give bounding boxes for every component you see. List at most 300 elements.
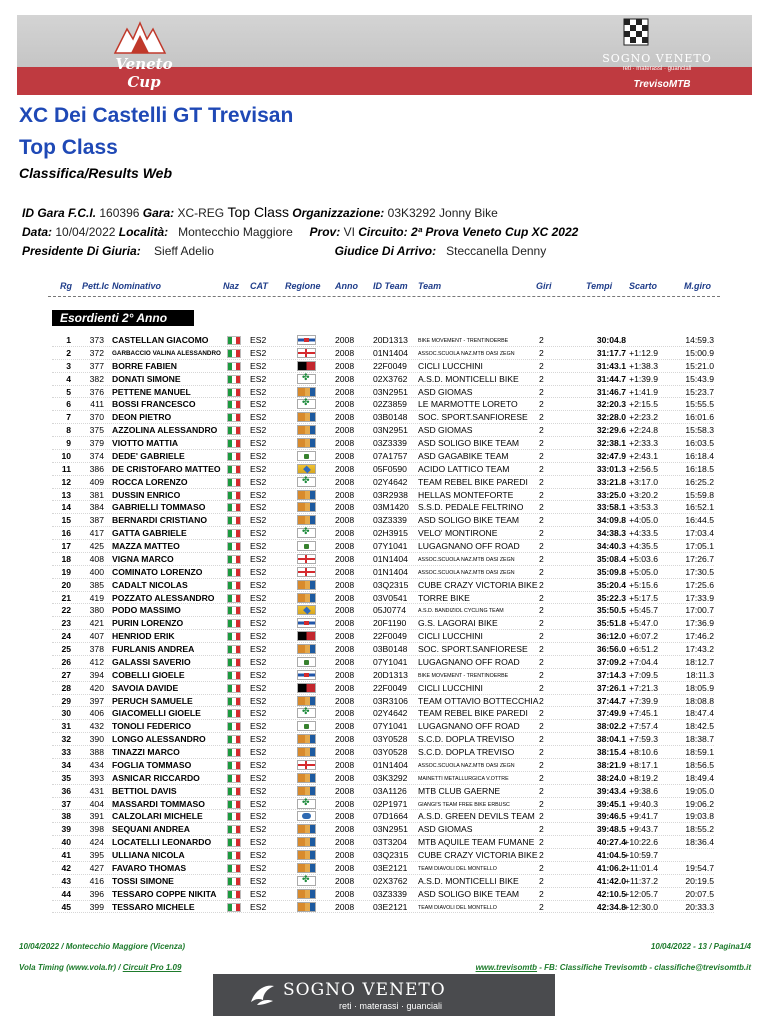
bib-cell: 390 xyxy=(89,734,104,745)
region-flag-icon xyxy=(297,580,316,590)
team-id-cell: 20D1313 xyxy=(373,669,408,680)
gap-cell: +7:57.4 xyxy=(629,721,658,732)
gap-cell: +9:40.3 xyxy=(629,798,658,809)
team-cell: MTB AQUILE TEAM FUMANE xyxy=(418,837,535,848)
gap-cell: +9:41.7 xyxy=(629,811,658,822)
year-cell: 2008 xyxy=(335,811,355,822)
team-id-cell: 03B0148 xyxy=(373,644,408,654)
italy-flag-icon xyxy=(227,851,241,860)
time-cell: 32:20.3 xyxy=(596,399,626,410)
row-divider xyxy=(52,912,714,913)
best-lap-cell: 18:55.2 xyxy=(685,824,714,835)
laps-cell: 2 xyxy=(539,489,544,500)
time-cell: 31:44.7 xyxy=(596,373,626,384)
best-lap-cell: 17:46.2 xyxy=(685,631,714,642)
team-cell: ASSOC.SCUOLA NAZ.MTB OASI ZEGN xyxy=(418,569,515,576)
category-cell: ES2 xyxy=(250,592,267,603)
rank-cell: 1 xyxy=(66,335,71,345)
best-lap-cell: 18:11.3 xyxy=(685,669,714,680)
time-cell: 41:42.0 xyxy=(596,875,626,886)
year-cell: 2008 xyxy=(335,875,355,886)
name-cell: TONOLI FEDERICO xyxy=(112,721,192,732)
rank-cell: 41 xyxy=(61,850,71,860)
category-cell: ES2 xyxy=(250,373,267,384)
region-flag-icon xyxy=(297,773,316,783)
gara-label: Gara: xyxy=(142,206,175,220)
rank-cell: 33 xyxy=(61,747,71,757)
table-row xyxy=(0,540,768,553)
region-flag-icon xyxy=(297,490,316,500)
best-lap-cell: 19:05.0 xyxy=(685,785,714,796)
bib-cell: 425 xyxy=(89,541,104,551)
laps-cell: 2 xyxy=(539,875,544,886)
year-cell: 2008 xyxy=(335,373,355,384)
time-cell: 40:27.4 xyxy=(596,837,626,848)
table-row xyxy=(0,386,768,399)
region-flag-icon xyxy=(297,361,316,371)
team-id-cell: 03R2938 xyxy=(373,489,408,500)
year-cell: 2008 xyxy=(335,489,355,500)
name-cell: BERNARDI CRISTIANO xyxy=(112,515,208,526)
rank-cell: 20 xyxy=(61,579,71,590)
best-lap-cell: 15:23.7 xyxy=(685,386,714,397)
best-lap-cell: 16:01.6 xyxy=(685,412,714,423)
team-id-cell: 03E2121 xyxy=(373,901,408,912)
italy-flag-icon xyxy=(227,825,241,834)
laps-cell: 2 xyxy=(539,811,544,822)
region-flag-icon xyxy=(297,850,316,860)
rank-cell: 30 xyxy=(61,708,71,719)
class-title: Top Class xyxy=(19,136,118,159)
rank-cell: 14 xyxy=(61,502,71,513)
italy-flag-icon xyxy=(227,413,241,422)
team-cell: TEAM DIAVOLI DEL MONTELLO xyxy=(418,865,497,872)
italy-flag-icon xyxy=(227,709,241,718)
best-lap-cell: 18:08.8 xyxy=(685,695,714,706)
bib-cell: 408 xyxy=(89,553,104,564)
team-id-cell: 03N2951 xyxy=(373,425,408,436)
location-value: Montecchio Maggiore xyxy=(178,225,293,239)
contact-text: - FB: Classifiche Trevisomtb - classifiche@trevisomtb.it xyxy=(537,963,751,972)
best-lap-cell: 17:25.6 xyxy=(685,579,714,590)
year-cell: 2008 xyxy=(335,360,355,371)
prov-value: VI xyxy=(343,225,355,239)
col-rg: Rg xyxy=(60,281,72,291)
team-cell: TORRE BIKE xyxy=(418,592,470,603)
team-id-cell: 03Q2315 xyxy=(373,579,409,590)
bib-cell: 427 xyxy=(89,862,104,873)
rank-cell: 35 xyxy=(61,772,71,783)
best-lap-cell: 15:58.3 xyxy=(685,425,714,436)
rank-cell: 19 xyxy=(61,566,71,577)
italy-flag-icon xyxy=(227,336,241,345)
table-row xyxy=(0,746,768,759)
italy-flag-icon xyxy=(227,594,241,603)
category-cell: ES2 xyxy=(250,412,267,423)
gap-cell: +7:59.3 xyxy=(629,734,658,745)
name-cell: FURLANIS ANDREA xyxy=(112,644,195,654)
rank-cell: 9 xyxy=(66,438,71,448)
table-row xyxy=(0,360,768,373)
year-cell: 2008 xyxy=(335,579,355,590)
time-cell: 41:06.2 xyxy=(596,862,626,873)
best-lap-cell: 20:33.3 xyxy=(685,901,714,912)
category-cell: ES2 xyxy=(250,476,267,487)
sogno-veneto-logo: SOGNO VENETO xyxy=(602,52,712,65)
region-flag-icon xyxy=(297,387,316,397)
team-cell: CICLI LUCCHINI xyxy=(418,682,483,693)
gap-cell: +4:05.0 xyxy=(629,515,658,526)
year-cell: 2008 xyxy=(335,644,355,654)
name-cell: TOSSI SIMONE xyxy=(112,875,174,886)
italy-flag-icon xyxy=(227,812,241,821)
gap-cell: +5:15.6 xyxy=(629,579,658,590)
rank-cell: 17 xyxy=(61,541,71,551)
category-cell: ES2 xyxy=(250,811,267,822)
name-cell: GARBACCIO VALINA ALESSANDRO xyxy=(112,349,221,357)
category-cell: ES2 xyxy=(250,502,267,513)
italy-flag-icon xyxy=(227,362,241,371)
category-cell: ES2 xyxy=(250,450,267,461)
gap-cell: +7:09.5 xyxy=(629,669,658,680)
gap-cell: +8:10.6 xyxy=(629,747,658,757)
team-id-cell: 07Y1041 xyxy=(373,721,408,732)
italy-flag-icon xyxy=(227,684,241,693)
table-row xyxy=(0,450,768,463)
year-cell: 2008 xyxy=(335,798,355,809)
table-row xyxy=(0,707,768,720)
circuit-pro-link[interactable]: Circuit Pro 1.09 xyxy=(122,963,182,972)
team-cell: LUGAGNANO OFF ROAD xyxy=(418,656,520,667)
italy-flag-icon xyxy=(227,761,241,770)
year-cell: 2008 xyxy=(335,837,355,848)
team-cell: VELO' MONTIRONE xyxy=(418,528,498,539)
time-cell: 38:24.0 xyxy=(596,772,626,783)
bib-cell: 379 xyxy=(89,438,104,448)
sponsor-name: SOGNO VENETO xyxy=(283,980,446,1000)
laps-cell: 2 xyxy=(539,772,544,783)
team-id-cell: 05J0774 xyxy=(373,605,406,616)
president-value: Sieff Adelio xyxy=(154,244,214,258)
team-id-cell: 03N2951 xyxy=(373,824,408,835)
best-lap-cell: 19:54.7 xyxy=(685,862,714,873)
laps-cell: 2 xyxy=(539,850,544,860)
laps-cell: 2 xyxy=(539,824,544,835)
name-cell: DE CRISTOFARO MATTEO xyxy=(112,463,221,474)
best-lap-cell: 18:56.5 xyxy=(685,759,714,770)
gap-cell: +1:12.9 xyxy=(629,347,658,358)
italy-flag-icon xyxy=(227,606,241,615)
team-id-cell: 01N1404 xyxy=(373,566,408,577)
bib-cell: 399 xyxy=(89,901,104,912)
sponsor-banner xyxy=(213,974,555,1016)
laps-cell: 2 xyxy=(539,592,544,603)
year-cell: 2008 xyxy=(335,553,355,564)
time-cell: 41:04.5 xyxy=(596,850,626,860)
region-flag-icon xyxy=(297,425,316,435)
name-cell: GABRIELLI TOMMASO xyxy=(112,502,206,513)
gap-cell: +11:37.2 xyxy=(624,875,658,886)
italy-flag-icon xyxy=(227,465,241,474)
rank-cell: 6 xyxy=(66,399,71,410)
name-cell: TESSARO MICHELE xyxy=(112,901,195,912)
category-cell: ES2 xyxy=(250,772,267,783)
date-value: 10/04/2022 xyxy=(55,225,116,239)
team-id-cell: 02X3762 xyxy=(373,875,408,886)
time-cell: 39:48.5 xyxy=(596,824,626,835)
team-cell: TEAM REBEL BIKE PAREDI xyxy=(418,708,528,719)
name-cell: FOGLIA TOMMASO xyxy=(112,759,192,770)
name-cell: LOCATELLI LEONARDO xyxy=(112,837,212,848)
bib-cell: 386 xyxy=(89,463,104,474)
best-lap-cell: 17:05.1 xyxy=(685,541,714,551)
year-cell: 2008 xyxy=(335,605,355,616)
best-lap-cell: 18:05.9 xyxy=(685,682,714,693)
category-cell: ES2 xyxy=(250,605,267,616)
team-id-cell: 03K3292 xyxy=(373,772,408,783)
region-flag-icon xyxy=(297,464,316,474)
time-cell: 42:34.8 xyxy=(596,901,626,912)
gap-cell: +8:17.1 xyxy=(629,759,658,770)
category-cell: ES2 xyxy=(250,682,267,693)
laps-cell: 2 xyxy=(539,360,544,371)
gap-cell: +3:17.0 xyxy=(629,476,658,487)
laps-cell: 2 xyxy=(539,347,544,358)
italy-flag-icon xyxy=(227,619,241,628)
best-lap-cell: 18:59.1 xyxy=(685,747,714,757)
best-lap-cell: 15:43.9 xyxy=(685,373,714,384)
team-cell: ASD GIOMAS xyxy=(418,386,473,397)
region-flag-icon xyxy=(297,824,316,834)
laps-cell: 2 xyxy=(539,759,544,770)
time-cell: 37:49.9 xyxy=(596,708,626,719)
rank-cell: 39 xyxy=(61,824,71,835)
region-flag-icon xyxy=(297,786,316,796)
circuit-label: Circuito: xyxy=(358,225,408,239)
best-lap-cell: 16:18.5 xyxy=(685,463,714,474)
category-cell: ES2 xyxy=(250,824,267,835)
id-value: 160396 xyxy=(99,206,140,220)
laps-cell: 2 xyxy=(539,862,544,873)
rank-cell: 2 xyxy=(66,347,71,358)
category-cell: ES2 xyxy=(250,669,267,680)
table-row xyxy=(0,579,768,592)
table-row xyxy=(0,643,768,656)
table-row xyxy=(0,682,768,695)
gap-cell: +10:22.6 xyxy=(624,837,658,848)
time-cell: 35:08.4 xyxy=(596,553,626,564)
italy-flag-icon xyxy=(227,877,241,886)
gap-cell: +12:05.7 xyxy=(624,888,658,899)
team-cell: CICLI LUCCHINI xyxy=(418,631,483,642)
gara-value: XC-REG xyxy=(177,206,225,220)
rank-cell: 16 xyxy=(61,528,71,539)
category-cell: ES2 xyxy=(250,747,267,757)
trevisomtb-link[interactable]: www.trevisomtb xyxy=(475,963,538,972)
team-id-cell: 03Y0528 xyxy=(373,734,408,745)
bib-cell: 406 xyxy=(89,708,104,719)
name-cell: PERUCH SAMUELE xyxy=(112,695,193,706)
laps-cell: 2 xyxy=(539,837,544,848)
col-giri: Giri xyxy=(536,281,552,291)
year-cell: 2008 xyxy=(335,721,355,732)
year-cell: 2008 xyxy=(335,502,355,513)
results-table-body xyxy=(0,334,768,913)
year-cell: 2008 xyxy=(335,734,355,745)
gap-cell: +2:33.3 xyxy=(629,438,658,448)
time-cell: 33:58.1 xyxy=(596,502,626,513)
bib-cell: 420 xyxy=(89,682,104,693)
team-cell: ASD SOLIGO BIKE TEAM xyxy=(418,438,520,448)
bib-cell: 381 xyxy=(89,489,104,500)
year-cell: 2008 xyxy=(335,566,355,577)
bib-cell: 431 xyxy=(89,785,104,796)
category-cell: ES2 xyxy=(250,541,267,551)
team-id-cell: 03E2121 xyxy=(373,862,408,873)
best-lap-cell: 17:43.2 xyxy=(685,644,714,654)
year-cell: 2008 xyxy=(335,824,355,835)
bib-cell: 388 xyxy=(89,747,104,757)
italy-flag-icon xyxy=(227,426,241,435)
category-cell: ES2 xyxy=(250,631,267,642)
header-divider xyxy=(48,296,720,297)
team-id-cell: 20D1313 xyxy=(373,335,408,345)
table-row xyxy=(0,527,768,540)
rank-cell: 25 xyxy=(61,644,71,654)
best-lap-cell: 18:38.7 xyxy=(685,734,714,745)
rank-cell: 31 xyxy=(61,721,71,732)
name-cell: VIGNA MARCO xyxy=(112,553,174,564)
laps-cell: 2 xyxy=(539,669,544,680)
italy-flag-icon xyxy=(227,568,241,577)
region-flag-icon xyxy=(297,644,316,654)
team-cell: ASD GAGABIKE TEAM xyxy=(418,450,509,461)
rank-cell: 38 xyxy=(61,811,71,822)
name-cell: AZZOLINA ALESSANDRO xyxy=(112,425,218,436)
gap-cell: +9:43.7 xyxy=(629,824,658,835)
name-cell: CADALT NICOLAS xyxy=(112,579,188,590)
laps-cell: 2 xyxy=(539,785,544,796)
bib-cell: 395 xyxy=(89,850,104,860)
team-cell: SOC. SPORT.SANFIORESE xyxy=(418,644,528,654)
gap-cell: +7:21.3 xyxy=(629,682,658,693)
laps-cell: 2 xyxy=(539,502,544,513)
laps-cell: 2 xyxy=(539,476,544,487)
col-regione: Regione xyxy=(285,281,321,291)
best-lap-cell: 16:18.4 xyxy=(685,450,714,461)
category-cell: ES2 xyxy=(250,618,267,629)
year-cell: 2008 xyxy=(335,862,355,873)
team-cell: A.S.D. MONTICELLI BIKE xyxy=(418,373,519,384)
year-cell: 2008 xyxy=(335,631,355,642)
year-cell: 2008 xyxy=(335,850,355,860)
team-cell: ACIDO LATTICO TEAM xyxy=(418,463,510,474)
italy-flag-icon xyxy=(227,735,241,744)
footer-contact xyxy=(476,963,751,972)
gap-cell: +6:51.2 xyxy=(629,644,658,654)
region-flag-icon xyxy=(297,721,316,731)
rank-cell: 24 xyxy=(61,631,71,642)
table-row xyxy=(0,836,768,849)
gap-cell: +2:43.1 xyxy=(629,450,658,461)
col-pett: Pett.Ic xyxy=(82,281,110,291)
gap-cell: +2:15.5 xyxy=(629,399,658,410)
bib-cell: 391 xyxy=(89,811,104,822)
rank-cell: 3 xyxy=(66,360,71,371)
year-cell: 2008 xyxy=(335,618,355,629)
italy-flag-icon xyxy=(227,388,241,397)
team-cell: TEAM DIAVOLI DEL MONTELLO xyxy=(418,904,497,911)
team-id-cell: 07A1757 xyxy=(373,450,408,461)
sponsor-tagline: reti · materassi · guanciali xyxy=(339,1001,443,1011)
bib-cell: 407 xyxy=(89,631,104,642)
name-cell: COMINATO LORENZO xyxy=(112,566,203,577)
italy-flag-icon xyxy=(227,491,241,500)
rank-cell: 27 xyxy=(61,669,71,680)
gap-cell: +12:30.0 xyxy=(624,901,658,912)
category-cell: ES2 xyxy=(250,463,267,474)
best-lap-cell: 17:26.7 xyxy=(685,553,714,564)
italy-flag-icon xyxy=(227,697,241,706)
region-flag-icon xyxy=(297,696,316,706)
year-cell: 2008 xyxy=(335,785,355,796)
time-cell: 39:43.4 xyxy=(596,785,626,796)
veneto-cup-logo xyxy=(95,17,185,91)
italy-flag-icon xyxy=(227,748,241,757)
year-cell: 2008 xyxy=(335,772,355,783)
region-flag-icon xyxy=(297,657,316,667)
category-cell: ES2 xyxy=(250,901,267,912)
region-flag-icon xyxy=(297,799,316,809)
table-row xyxy=(0,476,768,489)
bib-cell: 417 xyxy=(89,528,104,539)
gap-cell: +7:45.1 xyxy=(629,708,658,719)
category-cell: ES2 xyxy=(250,425,267,436)
region-flag-icon xyxy=(297,502,316,512)
category-cell: ES2 xyxy=(250,759,267,770)
italy-flag-icon xyxy=(227,478,241,487)
laps-cell: 2 xyxy=(539,528,544,539)
year-cell: 2008 xyxy=(335,528,355,539)
rank-cell: 12 xyxy=(61,476,71,487)
region-flag-icon xyxy=(297,618,316,628)
best-lap-cell: 15:00.9 xyxy=(685,347,714,358)
prov-label: Prov: xyxy=(309,225,341,239)
year-cell: 2008 xyxy=(335,592,355,603)
region-flag-icon xyxy=(297,683,316,693)
footer-date-location: 10/04/2022 / Montecchio Maggiore (Vicenza) xyxy=(19,942,185,951)
team-cell: ASD SOLIGO BIKE TEAM xyxy=(418,515,520,526)
laps-cell: 2 xyxy=(539,450,544,461)
year-cell: 2008 xyxy=(335,708,355,719)
italy-flag-icon xyxy=(227,671,241,680)
rank-cell: 7 xyxy=(66,412,71,423)
region-flag-icon xyxy=(297,837,316,847)
gap-cell: +4:33.5 xyxy=(629,528,658,539)
best-lap-cell: 16:52.1 xyxy=(685,502,714,513)
best-lap-cell: 17:00.7 xyxy=(685,605,714,616)
bib-cell: 382 xyxy=(89,373,104,384)
laps-cell: 2 xyxy=(539,901,544,912)
race-info-line-2 xyxy=(22,225,578,239)
category-label: Esordienti 2° Anno xyxy=(52,310,194,326)
table-row xyxy=(0,695,768,708)
name-cell: HENRIOD ERIK xyxy=(112,631,175,642)
table-row xyxy=(0,411,768,424)
rank-cell: 4 xyxy=(66,373,71,384)
category-cell: ES2 xyxy=(250,553,267,564)
footer-page-info: 10/04/2022 - 13 / Pagina1/4 xyxy=(650,942,751,951)
